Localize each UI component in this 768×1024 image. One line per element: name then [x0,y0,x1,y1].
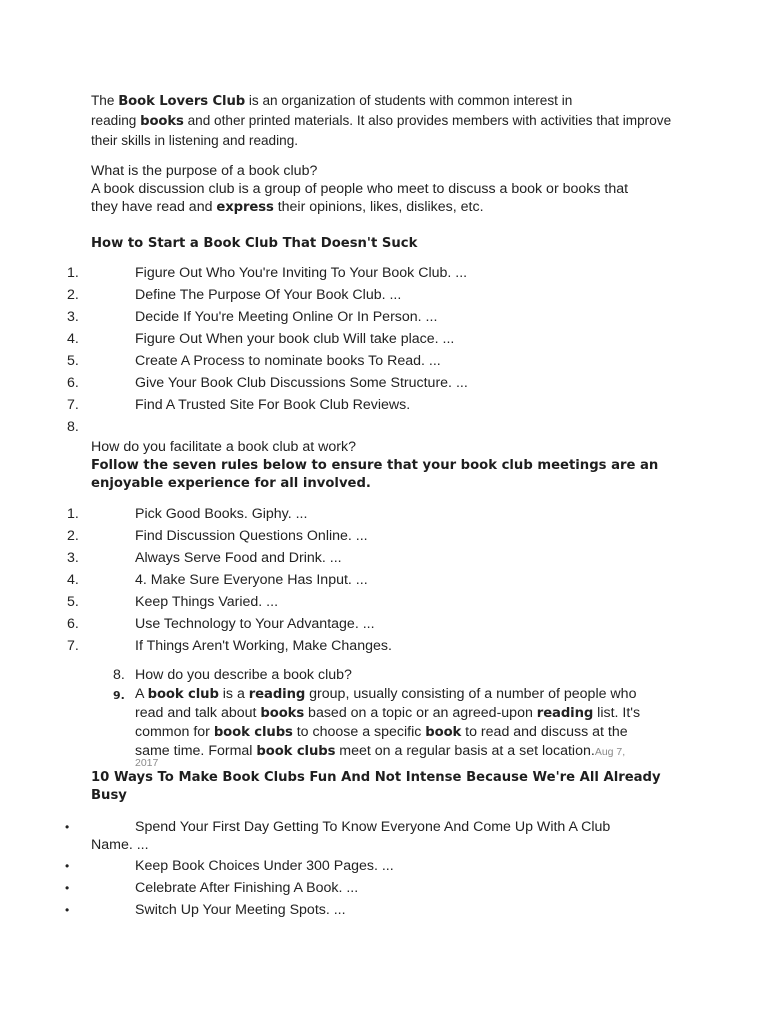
list-item: 1. Figure Out Who You're Inviting To Your Book Club. ... [67,265,468,281]
describe-question: How do you describe a book club? [135,667,352,683]
work-rules-intro-line-1: Follow the seven rules below to ensure that your book club meetings are an [91,458,659,473]
list-item: 4. 4. Make Sure Everyone Has Input. ... [67,572,368,588]
bullet: • [65,859,70,873]
list-item: 2. Find Discussion Questions Online. ... [67,528,368,544]
list-item: 8. [67,419,79,435]
work-rules-intro-line-2: enjoyable experience for all involved. [91,476,371,491]
intro-line-1: The Book Lovers Club is an organization of students with common interest in [91,93,573,109]
purpose-section [91,162,711,217]
intro-line-3: their skills in listening and reading. [91,133,299,148]
bullet: • [65,820,70,834]
intro-paragraph [91,91,711,150]
list-item: 6. Use Technology to Your Advantage. ... [67,616,375,632]
list-item: 3. Decide If You're Meeting Online Or In Person. ... [67,309,438,325]
intro-line-2: reading books and other printed materials. It also provides members with activities that improve [91,113,672,129]
list-item: 2. Define The Purpose Of Your Book Club. ... [67,287,402,303]
list-item: • Switch Up Your Meeting Spots. ... [65,902,346,918]
purpose-question: What is the purpose of a book club? [91,163,318,179]
describe-number-8: 8. [113,667,125,683]
start-heading: How to Start a Book Club That Doesn't Suck [91,236,418,251]
answer-date-year: 2017 [135,757,159,769]
list-item: • Celebrate After Finishing A Book. ... [65,880,359,896]
describe-answer-text: A book club is a reading group, usually consisting of a number of people who read and talk about books based on a topic or an agreed-upon reading list. It's common for book clubs to choose a specific book to read and discuss at the same time. Formal book clubs meet on a regular basis at a set location.Aug 7, 2017 [135,686,641,769]
bullet: • [65,903,70,917]
purpose-answer-line-1: A book discussion club is a group of people who meet to discuss a book or books that [91,181,629,197]
list-item: • Keep Book Choices Under 300 Pages. ... [65,858,394,874]
list-item: 3. Always Serve Food and Drink. ... [67,550,342,566]
list-item: 7. Find A Trusted Site For Book Club Reviews. [67,397,411,413]
list-item: • Spend Your First Day Getting To Know Everyone And Come Up With A Club Name. ... [65,819,611,853]
work-rules-intro [91,457,731,493]
fun-heading: 10 Ways To Make Book Clubs Fun And Not Intense Because We're All Already Busy [91,770,661,803]
purpose-answer-line-2: they have read and express their opinions, likes, dislikes, etc. [91,199,484,215]
list-item: 5. Keep Things Varied. ... [67,594,279,610]
describe-number-9: 9. [113,689,125,702]
work-question: How do you facilitate a book club at work? [91,439,356,455]
bullet: • [65,881,70,895]
list-item: 7. If Things Aren't Working, Make Changes. [67,638,392,654]
list-item: 1. Pick Good Books. Giphy. ... [67,506,308,522]
list-item: 6. Give Your Book Club Discussions Some Structure. ... [67,375,468,391]
answer-date: Aug 7, [594,746,626,758]
list-item: 5. Create A Process to nominate books To Read. ... [67,353,441,369]
list-item: 4. Figure Out When your book club Will take place. ... [67,331,455,347]
